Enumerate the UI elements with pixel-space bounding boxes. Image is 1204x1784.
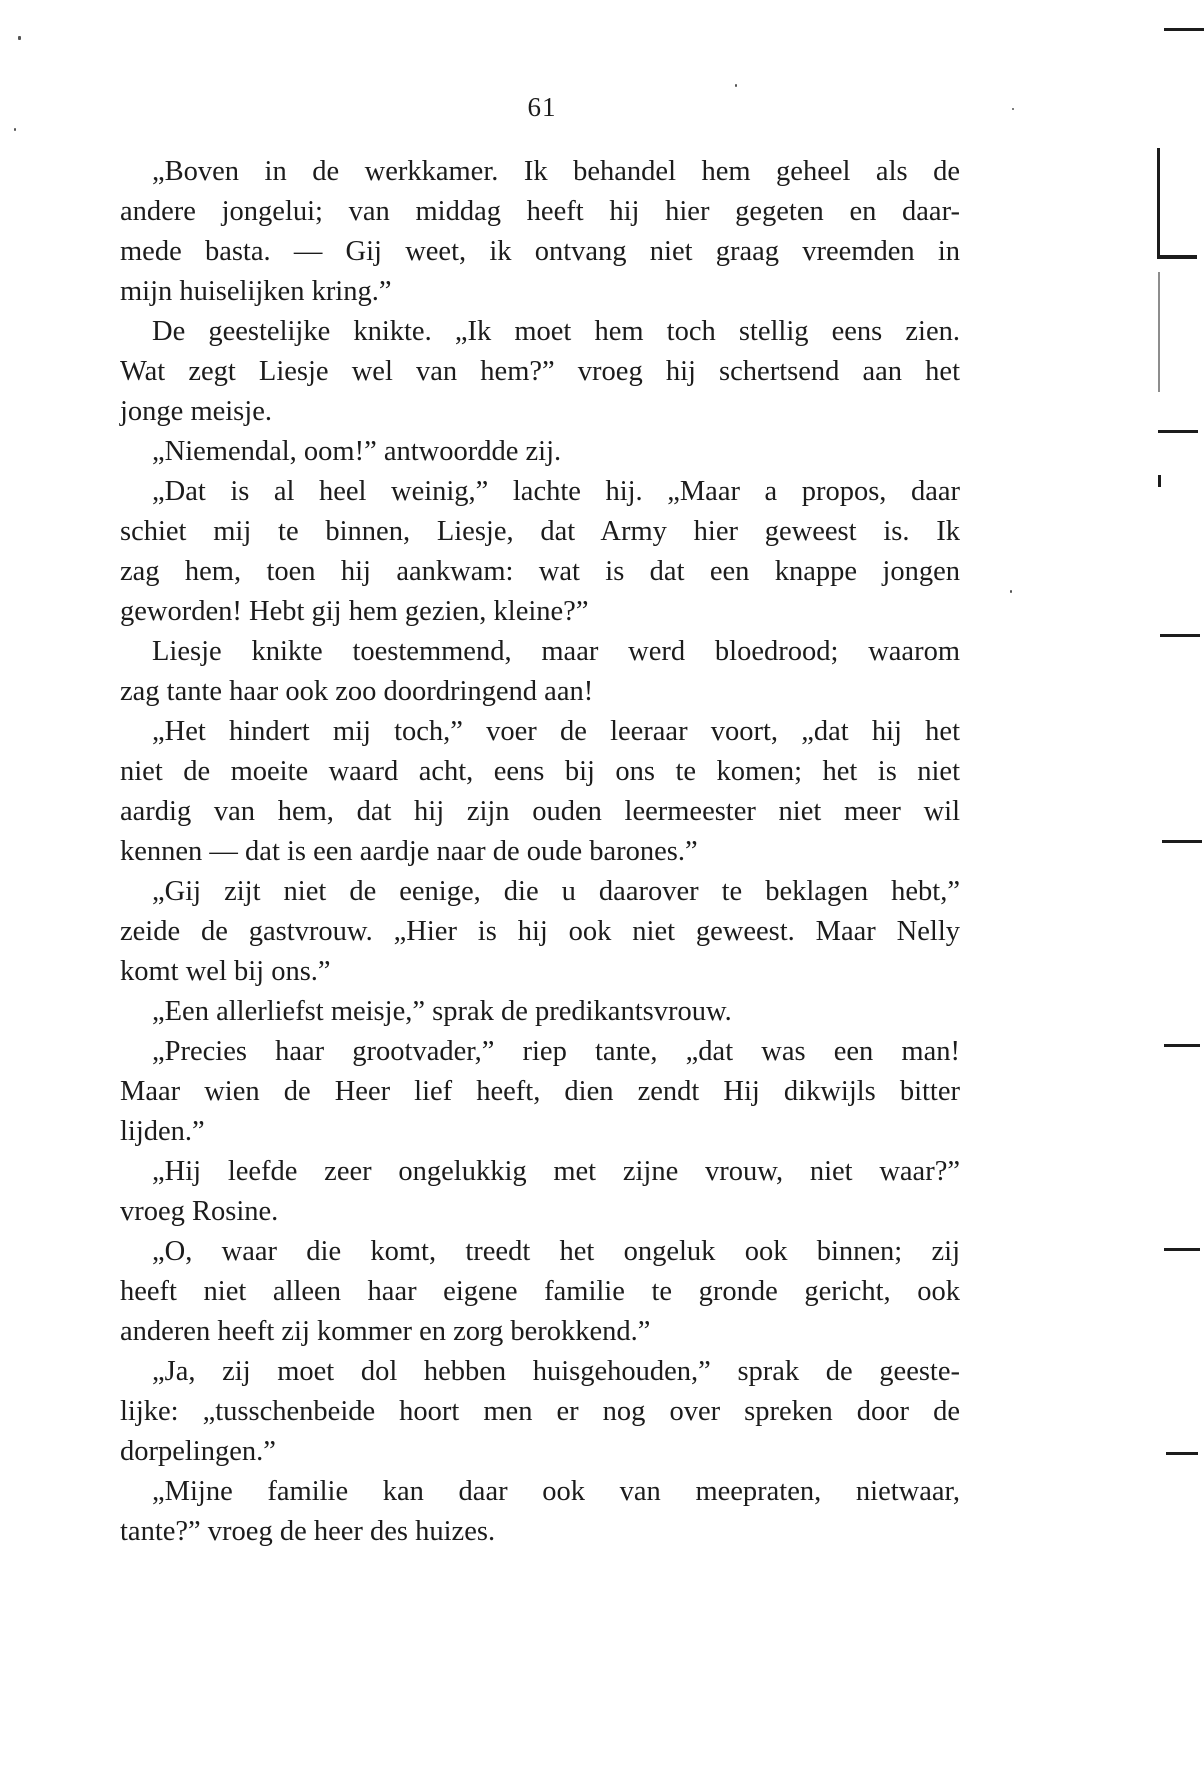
text-line: andere jongelui; van middag heeft hij hier gegeten en daar- xyxy=(120,196,960,227)
margin-mark xyxy=(1164,1044,1200,1047)
text-line: heeft niet alleen haar eigene familie te gronde gericht, ook xyxy=(120,1276,960,1307)
scan-speck xyxy=(18,36,21,40)
text-line: kennen — dat is een aardje naar de oude barones.” xyxy=(120,836,698,867)
margin-mark xyxy=(1160,634,1200,637)
text-line: vroeg Rosine. xyxy=(120,1196,279,1227)
margin-mark xyxy=(1162,840,1202,843)
text-line: „Een allerliefst meisje,” sprak de predikantsvrouw. xyxy=(152,996,732,1027)
page-number: 61 xyxy=(527,92,557,122)
text-line: zag hem, toen hij aankwam: wat is dat een knappe jongen xyxy=(120,556,960,587)
margin-mark xyxy=(1158,272,1160,392)
text-line: Wat zegt Liesje wel van hem?” vroeg hij schertsend aan het xyxy=(120,356,960,387)
margin-mark xyxy=(1164,1248,1200,1251)
margin-mark xyxy=(1157,255,1197,259)
text-line: aardig van hem, dat hij zijn ouden leermeester niet meer wil xyxy=(120,796,960,827)
text-line: tante?” vroeg de heer des huizes. xyxy=(120,1516,496,1547)
text-line: jonge meisje. xyxy=(120,396,272,427)
text-line: „Gij zijt niet de eenige, die u daarover te beklagen hebt,” xyxy=(152,876,960,907)
text-line: mijn huiselijken kring.” xyxy=(120,276,392,307)
margin-mark xyxy=(1157,148,1160,258)
text-line: schiet mij te binnen, Liesje, dat Army hier geweest is. Ik xyxy=(120,516,960,547)
text-line: „Ja, zij moet dol hebben huisgehouden,” sprak de geeste- xyxy=(152,1356,960,1387)
text-line: Maar wien de Heer lief heeft, dien zendt Hij dikwijls bitter xyxy=(120,1076,960,1107)
text-line: komt wel bij ons.” xyxy=(120,956,331,987)
margin-mark xyxy=(1158,475,1161,487)
text-line: zag tante haar ook zoo doordringend aan! xyxy=(120,676,594,707)
margin-mark xyxy=(1158,430,1198,433)
text-line: lijden.” xyxy=(120,1116,205,1147)
text-line: zeide de gastvrouw. „Hier is hij ook niet geweest. Maar Nelly xyxy=(120,916,960,947)
text-line: „Precies haar grootvader,” riep tante, „dat was een man! xyxy=(152,1036,960,1067)
text-line: Liesje knikte toestemmend, maar werd bloedrood; waarom xyxy=(152,636,960,667)
scan-speck xyxy=(1012,108,1014,110)
text-line: „Mijne familie kan daar ook van meepraten, nietwaar, xyxy=(152,1476,960,1507)
text-line: dorpelingen.” xyxy=(120,1436,276,1467)
scan-speck xyxy=(735,84,737,87)
text-line: „Dat is al heel weinig,” lachte hij. „Maar a propos, daar xyxy=(152,476,960,507)
text-line: „Niemendal, oom!” antwoordde zij. xyxy=(152,436,562,467)
text-line: „Boven in de werkkamer. Ik behandel hem geheel als de xyxy=(152,156,960,187)
text-line: anderen heeft zij kommer en zorg berokkend.” xyxy=(120,1316,651,1347)
text-line: „Het hindert mij toch,” voer de leeraar voort, „dat hij het xyxy=(152,716,960,747)
text-line: geworden! Hebt gij hem gezien, kleine?” xyxy=(120,596,589,627)
scan-speck xyxy=(1010,590,1012,593)
text-line: lijke: „tusschenbeide hoort men er nog over spreken door de xyxy=(120,1396,960,1427)
text-line: „O, waar die komt, treedt het ongeluk ook binnen; zij xyxy=(152,1236,960,1267)
page-body xyxy=(120,152,960,1552)
text-line: „Hij leefde zeer ongelukkig met zijne vrouw, niet waar?” xyxy=(152,1156,960,1187)
text-line: niet de moeite waard acht, eens bij ons te komen; het is niet xyxy=(120,756,960,787)
margin-mark xyxy=(1164,28,1204,31)
text-line: De geestelijke knikte. „Ik moet hem toch stellig eens zien. xyxy=(152,316,960,347)
scan-speck xyxy=(14,128,16,131)
text-line: mede basta. — Gij weet, ik ontvang niet graag vreemden in xyxy=(120,236,960,267)
margin-mark xyxy=(1166,1452,1198,1455)
margin-marks xyxy=(1134,0,1204,1784)
